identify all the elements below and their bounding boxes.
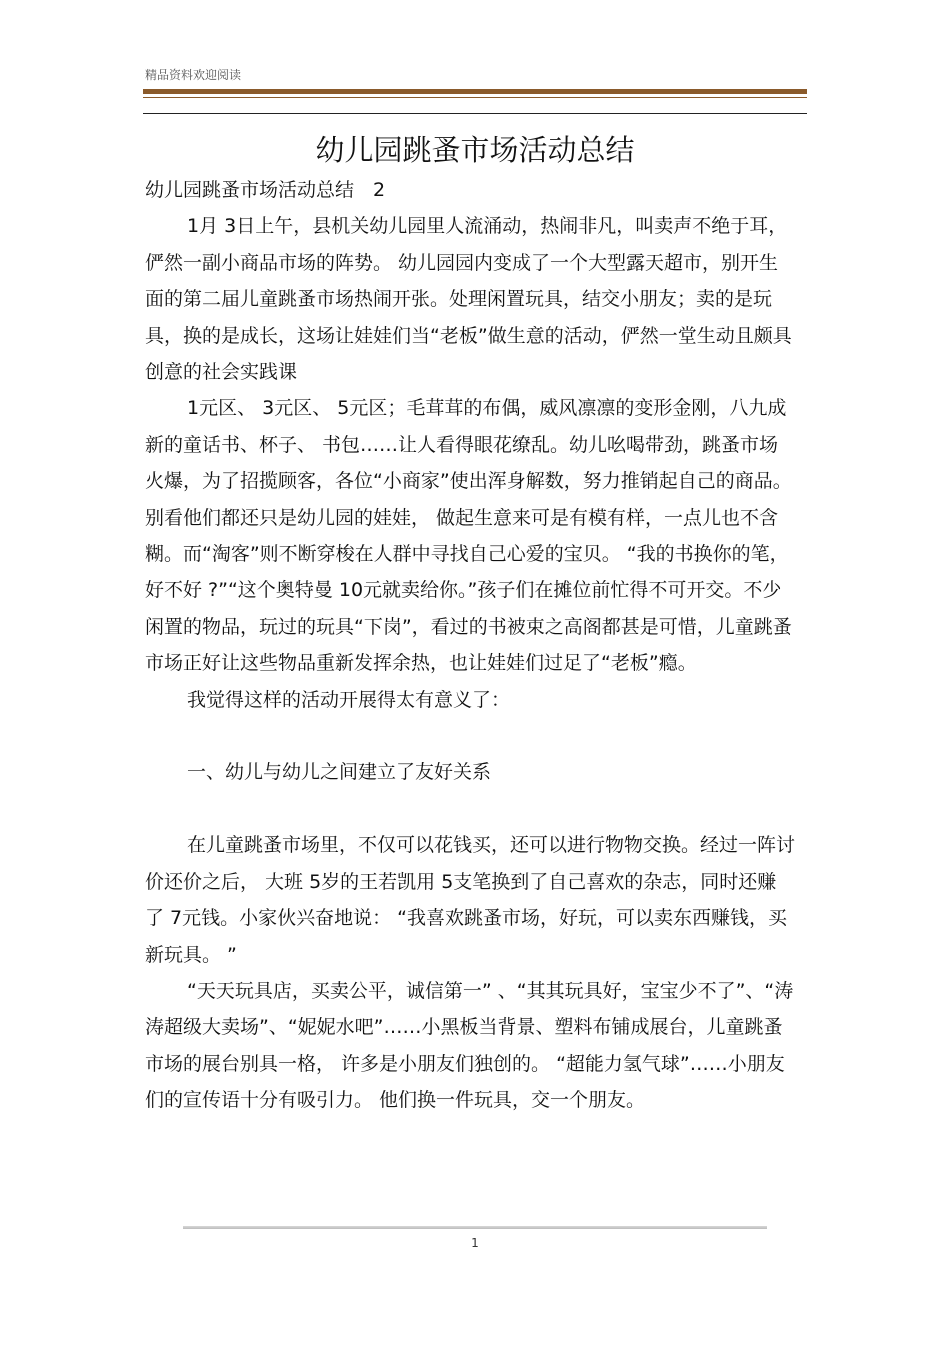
- footer-rule: [183, 1226, 767, 1229]
- document-title: 幼儿园跳蚤市场活动总结: [315, 133, 635, 167]
- paragraph-2: 1元区、 3元区、 5元区；毛茸茸的布偶，威风凛凛的变形金刚，八九成新的童话书、杯子、 书包……让人看得眼花缭乱。幼儿吆喝带劲，跳蚤市场火爆，为了招揽顾客，各位“小商家”使出浑身解数，努力推销起自己的商品。 别看他们都还只是幼儿园的娃娃， 做起生意来可是有模有样，一点儿也不含糊。而“淘客”则不断穿梭在人群中寻找自己心爱的宝贝。 “我的书换你的笔，好不好 ?”“这个奥特曼 10元就卖给你。”孩子们在摊位前忙得不可开交。不少闲置的物品，玩过的玩具“下岗”，看过的书被束之高阁都甚是可惜，儿童跳蚤市场正好让这些物品重新发挥余热，也让娃娃们过足了“老板”瘾。: [145, 397, 792, 675]
- page-header-text: 精品资料欢迎阅读: [145, 68, 242, 82]
- spacer: [145, 718, 795, 754]
- paragraph-1: 1月 3日上午，县机关幼儿园里人流涌动，热闹非凡，叫卖声不绝于耳，俨然一副小商品市场的阵势。 幼儿园园内变成了一个大型露天超市，别开生面的第二届儿童跳蚤市场热闹开张。处理闲置玩具，结交小朋友；卖的是玩具，换的是成长，这场让娃娃们当“老板”做生意的活动，俨然一堂生动且颇具创意的社会实践课: [145, 215, 792, 384]
- paragraph-3: 我觉得这样的活动开展得太有意义了：: [187, 688, 511, 711]
- page-number: 1: [471, 1236, 479, 1250]
- section-heading: 一、幼儿与幼儿之间建立了友好关系: [187, 761, 492, 784]
- spacer: [145, 791, 795, 827]
- content-top-rule: [143, 113, 807, 114]
- header-rule-thick: [143, 89, 807, 94]
- document-subtitle: 幼儿园跳蚤市场活动总结 2: [145, 179, 386, 201]
- document-body: [145, 172, 795, 1119]
- paragraph-4: 在儿童跳蚤市场里，不仅可以花钱买，还可以进行物物交换。经过一阵讨价还价之后， 大班 5岁的王若凯用 5支笔换到了自己喜欢的杂志，同时还赚了 7元钱。小家伙兴奋地说： “我喜欢跳蚤市场，好玩，可以卖东西赚钱，买新玩具。 ”: [145, 834, 796, 966]
- header-rule-thin: [143, 97, 807, 98]
- paragraph-5: “天天玩具店，买卖公平，诚信第一” 、“其其玩具好，宝宝少不了”、“涛涛超级大卖场”、“妮妮水吧”……小黑板当背景、塑料布铺成展台，儿童跳蚤市场的展台别具一格， 许多是小朋友们独创的。 “超能力氢气球”……小朋友们的宣传语十分有吸引力。 他们换一件玩具，交一个朋友。: [145, 979, 794, 1112]
